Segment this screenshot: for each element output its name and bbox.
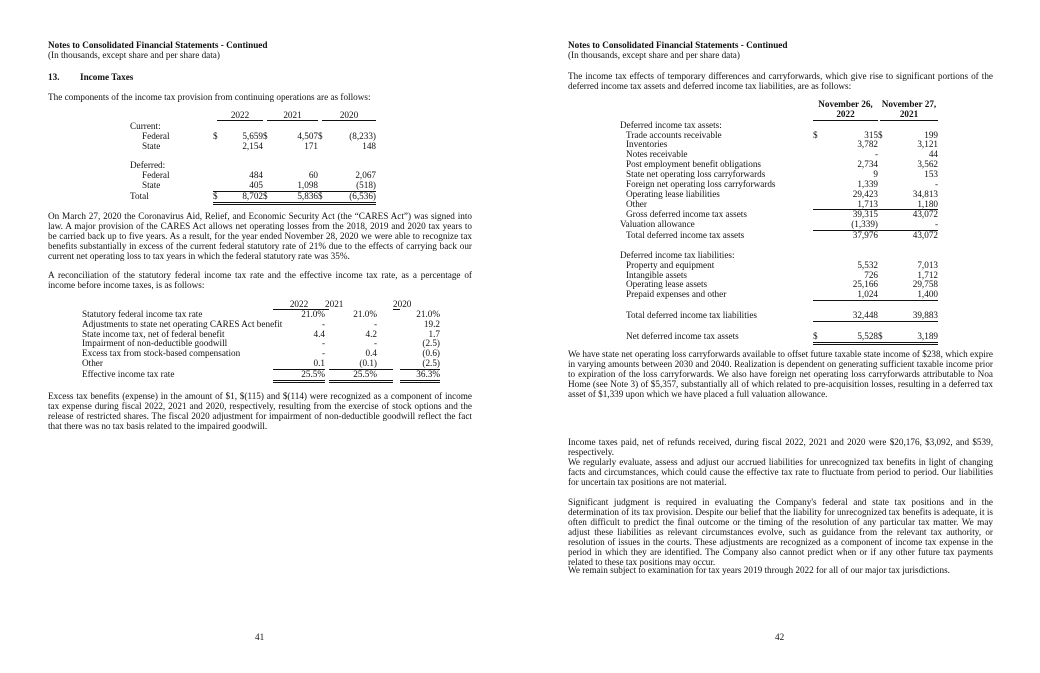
row-label: Deferred: [130, 160, 166, 171]
spacer [393, 359, 400, 369]
currency-symbol [213, 142, 223, 152]
paragraph-significant-judgment: Significant judgment is required in evaluating the Company's federal and state tax positions and in the determination of its tax provision. Despite our belief that the liability for unrecognized tax benefits is adequate, it is often difficult to predict the final outcome or the timing of the resolution of any particular tax matter. We may adjust these liabilities as relevant circumstances evolve, such as guidance from the relevant tax authority, or resolution of issues in the courts. These adjustments are recognized as a component of income tax expense in the period in which they are identified. The Company also cannot predict when or if any other future tax payments related to these tax positions may occur. [568, 497, 993, 567]
row-label: Total deferred income tax assets [626, 230, 745, 241]
row-label: Federal [142, 170, 170, 181]
amount-cell: 5,659 [242, 130, 263, 141]
currency-symbol [263, 161, 273, 171]
amount-cell: 4,507 [297, 130, 318, 141]
currency-symbol [878, 261, 888, 271]
row-label: Other [626, 198, 647, 209]
amount-cell: 171 [304, 140, 318, 151]
column-header: 2022 [273, 300, 325, 310]
amount-cell: - [874, 149, 878, 160]
row-label: Impairment of non-deductible goodwill [82, 338, 228, 349]
currency-symbol [878, 150, 888, 160]
amount-cell: (1,339) [823, 220, 878, 231]
currency-symbol [318, 161, 328, 171]
currency-symbol [813, 190, 823, 200]
currency-symbol [813, 180, 823, 190]
row-label: State [142, 180, 161, 191]
rate-cell: (2.5) [422, 338, 440, 349]
rate-cell: - [321, 348, 325, 359]
row-label: Property and equipment [626, 259, 715, 270]
row-label: Total deferred income tax liabilities [626, 310, 757, 321]
page-header-subtitle: (In thousands, except share and per share data) [568, 50, 740, 60]
rate-cell: - [373, 318, 377, 329]
amount-cell: 3,782 [857, 139, 878, 150]
row-label: Effective income tax rate [82, 369, 175, 380]
amount-cell: 726 [864, 269, 878, 280]
rate-cell: 0.1 [273, 359, 325, 370]
currency-symbol [878, 200, 888, 211]
amount-cell: 29,423 [852, 188, 878, 199]
column-header: 2021 [325, 299, 344, 309]
amount-cell: - [934, 178, 938, 189]
amount-cell: 1,098 [273, 181, 318, 192]
column-header: 2020 [322, 111, 376, 121]
currency-symbol [263, 151, 273, 161]
currency-symbol [813, 251, 823, 261]
row-label: Notes receivable [626, 149, 688, 160]
amount-cell: 153 [924, 168, 938, 179]
amount-cell: 2,734 [857, 159, 878, 170]
column-header-line: November 27, [881, 99, 937, 109]
currency-symbol [813, 210, 823, 220]
header-spacer [620, 100, 813, 120]
row-label: Adjustments to state net operating CARES Act benefit [82, 318, 283, 329]
page-number: 42 [775, 632, 785, 642]
amount-cell: 1,339 [857, 178, 878, 189]
provision-intro: The components of the income tax provision from continuing operations are as follows: [48, 92, 371, 102]
currency-symbol [878, 290, 888, 301]
currency-symbol [878, 280, 888, 290]
currency-symbol [813, 280, 823, 290]
currency-symbol [878, 160, 888, 170]
column-header: 2020 [393, 299, 412, 309]
currency-symbol [878, 231, 888, 241]
row-label: Deferred income tax assets: [620, 119, 722, 130]
row-label: Other [82, 358, 103, 369]
currency-symbol: $ [213, 130, 218, 141]
amount-cell: (8,233) [349, 130, 376, 141]
currency-symbol [318, 142, 328, 152]
amount-cell: 1,024 [823, 290, 878, 301]
row-label: Valuation allowance [620, 219, 695, 230]
header-spacer [130, 111, 213, 121]
amount-cell: 3,562 [917, 159, 938, 170]
amount-cell: 5,532 [857, 259, 878, 270]
currency-symbol [213, 161, 223, 171]
rate-cell: 4.2 [365, 328, 377, 339]
currency-symbol [318, 151, 328, 161]
amount-cell: 5,836 [273, 192, 318, 205]
currency-symbol [813, 271, 823, 281]
column-header-line: 2021 [899, 108, 919, 119]
rate-cell: - [373, 338, 377, 349]
amount-cell: 29,758 [912, 279, 938, 290]
currency-symbol [318, 171, 328, 181]
row-label: Operating lease assets [626, 279, 708, 290]
page-header-subtitle: (In thousands, except share and per share data) [48, 50, 220, 60]
paragraph-examination: We remain subject to examination for tax years 2019 through 2022 for all of our major tax jurisdictions. [568, 565, 950, 575]
column-header-line: 2022 [836, 108, 855, 119]
rate-cell: 36.3% [400, 370, 440, 383]
amount-cell [888, 241, 938, 251]
amount-cell: 199 [924, 129, 938, 140]
amount-cell: 315 [864, 129, 878, 140]
rate-cell: (0.1) [329, 359, 393, 370]
currency-symbol [263, 142, 273, 152]
currency-symbol: $ [263, 192, 273, 205]
currency-symbol [263, 171, 273, 181]
column-header-line: November 26, [818, 99, 873, 109]
provision-table [130, 111, 376, 205]
cares-paragraph: On March 27, 2020 the Coronavirus Aid, Relief, and Economic Security Act (the “CARES Act”) was signed into law. A major provision of the CARES Act allows net operating losses from the 2018, 2019 and 2020 tax years to be carried back up to five years. As a result, for the year ended November 28, 2020 we were able to recognize tax benefits substantially in excess of the current federal statutory rate of 21% due to the effects of carrying back our current net operating loss to tax years in which the federal statutory rate was 35%. [48, 211, 472, 261]
currency-symbol [213, 151, 223, 161]
rate-cell: 1.7 [428, 328, 440, 339]
row-label: Inventories [626, 139, 668, 150]
paragraph-unrecognized-benefits: We regularly evaluate, assess and adjust our accrued liabilities for unrecognized tax benefits in light of changing facts and circumstances, which could cause the effective tax rate to fluctuate from period to period. Our liabilities for uncertain tax positions are not material. [568, 457, 993, 487]
rate-cell: 0.4 [365, 348, 377, 359]
currency-symbol [878, 311, 888, 322]
currency-symbol [213, 171, 223, 181]
currency-symbol: $ [318, 192, 328, 205]
rate-cell: 21.0% [353, 308, 377, 319]
column-header: 2021 [267, 111, 318, 121]
amount-cell: 43,072 [912, 230, 938, 241]
rate-cell: 4.4 [313, 328, 325, 339]
amount-cell: 25,166 [852, 279, 878, 290]
rate-cell: 21.0% [301, 308, 325, 319]
row-label: Foreign net operating loss carryforwards [626, 178, 776, 189]
row-label: Post employment benefit obligations [626, 159, 761, 170]
amount-cell: 2,154 [242, 140, 263, 151]
paragraph-taxes-paid: Income taxes paid, net of refunds received, during fiscal 2022, 2021 and 2020 were $20,176, $3,092, and $539, respectively. [568, 437, 993, 457]
currency-symbol [878, 271, 888, 281]
page-header-title: Notes to Consolidated Financial Statements - Continued [568, 40, 788, 50]
rate-cell: 25.5% [329, 370, 393, 383]
currency-symbol [878, 301, 888, 311]
row-label: State net operating loss carryforwards [626, 168, 766, 179]
currency-symbol [878, 251, 888, 261]
currency-symbol [878, 220, 888, 231]
currency-symbol [813, 160, 823, 170]
currency-symbol [813, 150, 823, 160]
amount-cell: (6,536) [328, 192, 376, 205]
row-label: Excess tax from stock-based compensation [82, 348, 241, 359]
column-header: 2022 [217, 111, 263, 121]
amount-cell: 1,713 [823, 200, 878, 211]
amount-cell: - [888, 220, 938, 231]
amount-cell: 43,072 [912, 209, 938, 220]
rate-cell: - [321, 338, 325, 349]
page-header-title: Notes to Consolidated Financial Statements - Continued [48, 40, 268, 50]
amount-cell: 3,121 [917, 139, 938, 150]
currency-symbol: $ [813, 129, 818, 140]
currency-symbol [813, 241, 823, 251]
amount-cell [273, 151, 318, 161]
row-label: Gross deferred income tax assets [626, 209, 747, 220]
column-header [880, 100, 938, 121]
row-label: Intangible assets [626, 269, 687, 280]
row-label: Current: [130, 120, 161, 131]
amount-cell [823, 241, 878, 251]
amount-cell [328, 151, 376, 161]
row-label: State [142, 140, 161, 151]
currency-symbol [878, 170, 888, 180]
amount-cell: 37,976 [852, 230, 878, 241]
rate-cell: 21.0% [416, 308, 440, 319]
rate-cell: 19.2 [423, 318, 440, 329]
currency-symbol [878, 210, 888, 220]
amount-cell: 39,315 [852, 209, 878, 220]
amount-cell: 148 [362, 140, 376, 151]
rate-reconciliation-table [82, 300, 440, 383]
currency-symbol: $ [813, 332, 823, 345]
currency-symbol [813, 140, 823, 150]
currency-symbol [878, 241, 888, 251]
row-label: Prepaid expenses and other [626, 289, 727, 300]
amount-cell: 1,712 [917, 269, 938, 280]
row-label: Statutory federal income tax rate [82, 308, 203, 319]
amount-cell: 44 [928, 149, 938, 160]
reconciliation-intro: A reconciliation of the statutory federal income tax rate and the effective income tax rate, as a percentage of income before income taxes, is as follows: [48, 270, 472, 290]
excess-tax-paragraph: Excess tax benefits (expense) in the amount of $1, $(115) and $(114) were recognized as a component of income tax expense during fiscal 2022, 2021 and 2020, respectively, resulting from the exercise of stock options and the release of restricted shares. The fiscal 2020 adjustment for impairment of non-deductible goodwill reflect the fact that there was no tax basis related to the impaired goodwill. [48, 391, 472, 431]
amount-cell: 7,013 [917, 259, 938, 270]
section-number: 13. [48, 72, 60, 82]
amount-cell: 1,180 [888, 200, 938, 211]
deferred-intro: The income tax effects of temporary differences and carryforwards, which give rise to significant portions of the deferred income tax assets and deferred income tax liabilities, are as follows: [568, 71, 993, 91]
currency-symbol [813, 261, 823, 271]
currency-symbol [878, 140, 888, 150]
deferred-tax-table [620, 100, 938, 345]
currency-symbol [813, 231, 823, 241]
currency-symbol: $ [213, 192, 223, 205]
currency-symbol [813, 170, 823, 180]
row-label: Operating lease liabilities [626, 188, 720, 199]
rate-cell: 25.5% [273, 370, 325, 383]
row-label: Trade accounts receivable [626, 129, 722, 140]
currency-symbol: $ [318, 130, 323, 141]
spacer [393, 320, 400, 330]
amount-cell [223, 151, 263, 161]
amount-cell: (518) [328, 181, 376, 192]
currency-symbol [813, 220, 823, 231]
rate-cell: - [321, 318, 325, 329]
currency-symbol [813, 290, 823, 301]
spacer [393, 370, 400, 380]
currency-symbol [878, 180, 888, 190]
amount-cell: 1,400 [888, 290, 938, 301]
currency-symbol: $ [263, 130, 268, 141]
amount-cell: 5,528 [823, 332, 878, 345]
row-label: Net deferred income tax assets [626, 330, 739, 341]
currency-symbol: $ [878, 332, 888, 345]
amount-cell: 3,189 [888, 332, 938, 345]
rate-cell: (0.6) [422, 348, 440, 359]
row-label: Total [130, 190, 149, 201]
amount-cell: 60 [308, 170, 318, 181]
amount-cell: 484 [249, 170, 263, 181]
page-number: 41 [255, 632, 265, 642]
paragraph-nol: We have state net operating loss carryforwards available to offset future taxable state income of $238, which expire in varying amounts between 2030 and 2040. Realization is dependent on generating sufficient taxable income prior to expiration of the loss carryforwards. We also have foreign net operating loss carryforwards attributable to Noa Home (see Note 3) of $5,357, substantially all of which related to pre-acquisition losses, resulting in a deferred tax asset of $1,339 upon which we have placed a full valuation allowance. [568, 349, 993, 399]
amount-cell: 32,448 [823, 311, 878, 322]
column-header [813, 100, 878, 121]
amount-cell: 34,813 [912, 188, 938, 199]
rate-cell: (2.5) [400, 359, 440, 370]
currency-symbol [813, 311, 823, 322]
currency-symbol [813, 301, 823, 311]
currency-symbol [878, 190, 888, 200]
spacer [393, 349, 400, 359]
currency-symbol: $ [878, 129, 883, 140]
spacer [393, 330, 400, 340]
amount-cell: 8,702 [223, 192, 263, 205]
currency-symbol [813, 200, 823, 211]
spacer [393, 339, 400, 349]
section-title: Income Taxes [80, 72, 134, 82]
row-label: Federal [142, 130, 170, 141]
amount-cell: 2,067 [355, 170, 376, 181]
row-label: Deferred income tax liabilities: [620, 249, 735, 260]
spacer [393, 310, 400, 320]
amount-cell: 405 [223, 181, 263, 192]
amount-cell: 39,883 [888, 311, 938, 322]
row-label: State income tax, net of federal benefit [82, 328, 225, 339]
amount-cell: 9 [873, 168, 878, 179]
